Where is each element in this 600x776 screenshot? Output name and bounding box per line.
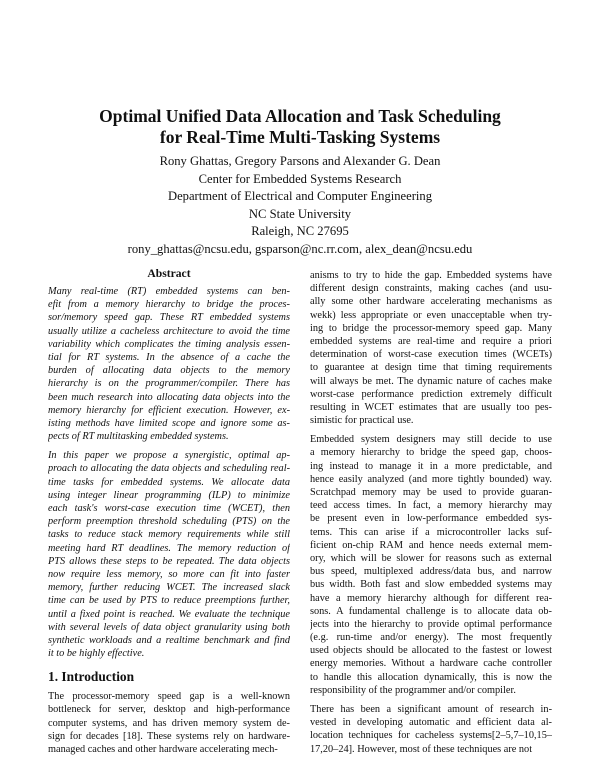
text-line: efit from a memory hierarchy to bridge the proces- bbox=[48, 299, 290, 311]
text-line: simistic for practical use. bbox=[310, 415, 414, 427]
abstract-paragraph-2 bbox=[48, 449, 290, 660]
text-line: time tasks for embedded systems. We allocate data bbox=[48, 476, 290, 488]
text-line: perform preemption threshold scheduling (PTS) on the bbox=[48, 516, 290, 528]
text-line: burden of allocating data objects to the memory bbox=[48, 365, 290, 377]
text-line: it to be highly effective. bbox=[48, 648, 145, 660]
author-location: Raleigh, NC 27695 bbox=[251, 224, 349, 239]
abstract-heading: Abstract bbox=[147, 267, 191, 280]
text-line: will always be met. The dynamic nature of caches make bbox=[310, 375, 552, 387]
author-block bbox=[40, 153, 560, 259]
text-line: been much research into allocating data objects into the bbox=[48, 391, 290, 403]
text-line: ing to bridge the processor-memory speed gap. Many bbox=[310, 322, 552, 334]
text-line: sons. A fundamental challenge is to allocate data ob- bbox=[310, 605, 552, 617]
text-line: ficient on-chip RAM and hence needs external mem- bbox=[310, 539, 552, 551]
text-line: (e.g. run-time and/or energy). The most frequently bbox=[310, 632, 552, 644]
text-line: memory hierarchy for efficient execution. However, ex- bbox=[48, 404, 290, 416]
text-line: sor/memory speed gap. These RT embedded systems bbox=[48, 312, 290, 324]
text-line: isting methods have limited scope and ignore some as- bbox=[48, 417, 290, 429]
text-line: each task's worst-case execution time (WCET), then bbox=[48, 503, 290, 514]
text-line: ing instead to manage it in a more predictable, and bbox=[310, 460, 552, 472]
text-line: different design constraints, making caches (and usu- bbox=[310, 283, 552, 295]
text-line: bus width. Both fast and slow embedded systems may bbox=[310, 579, 552, 591]
left-column bbox=[48, 267, 290, 756]
text-line: sign for decades [18]. These systems rely on hardware- bbox=[48, 730, 290, 742]
text-line: time can be used by PTS to reduce preemptions further, bbox=[48, 595, 290, 607]
text-line: with several levels of data object granularity using both bbox=[48, 621, 290, 633]
author-emails: rony_ghattas@ncsu.edu, gsparson@nc.rr.com, alex_dean@ncsu.edu bbox=[127, 241, 473, 256]
text-line: teed access times. In fact, a memory hierarchy may bbox=[310, 500, 552, 512]
text-line: be present even in low-performance embedded sys- bbox=[310, 513, 552, 525]
text-line: until a fixed point is reached. We evaluate the technique bbox=[48, 608, 290, 620]
text-line: variability which complicates the timing analysis essen- bbox=[48, 338, 290, 350]
body-paragraph-2 bbox=[310, 433, 552, 697]
author-department: Department of Electrical and Computer Engineering bbox=[167, 189, 433, 204]
title-line: Optimal Unified Data Allocation and Task Scheduling bbox=[99, 106, 501, 126]
introduction-paragraph-1 bbox=[48, 690, 290, 756]
body-paragraph-3 bbox=[310, 703, 552, 756]
text-line: bottleneck for server, desktop and high-performance bbox=[48, 704, 290, 716]
text-line: now require less memory, so more can fit into faster bbox=[48, 568, 290, 580]
text-line: Embedded system designers may still decide to use bbox=[310, 434, 552, 446]
text-line: resulting in WCET estimates that are usually too pes- bbox=[310, 401, 552, 413]
text-line: anisms to try to hide the gap. Embedded systems have bbox=[310, 270, 552, 281]
text-line: responsibility of the programmer and/or compiler. bbox=[310, 684, 516, 696]
text-line: There has been a significant amount of research in- bbox=[310, 704, 552, 715]
text-line: proach to allocating the data objects and scheduling real- bbox=[48, 463, 290, 475]
text-line: used objects should be allocated to the fastest or lowest bbox=[310, 645, 552, 657]
abstract-paragraph-1 bbox=[48, 285, 290, 443]
text-line: ally some other hardware accelerating mechanisms as bbox=[310, 296, 552, 308]
text-line: determination of worst-case execution times (WCETs) bbox=[310, 349, 552, 361]
text-line: have a memory hierarchy although for different rea- bbox=[310, 592, 552, 604]
text-line: bus speed, multiplexed address/data bus, and narrow bbox=[310, 566, 552, 578]
title-line: for Real-Time Multi-Tasking Systems bbox=[159, 127, 441, 147]
text-line: usually utilize a cacheless architecture to avoid the time bbox=[48, 325, 290, 337]
text-line: worst-case performance prediction extremely difficult bbox=[310, 388, 552, 400]
text-line: In this paper we propose a synergistic, optimal ap- bbox=[48, 450, 290, 462]
text-line: The processor-memory speed gap is a well-known bbox=[48, 691, 290, 703]
text-line: meeting hard RT deadlines. The memory reduction of bbox=[48, 542, 290, 554]
text-line: computer systems, and has driven memory system de- bbox=[48, 717, 290, 729]
text-line: tems. This can arise if a microcontroller lacks suf- bbox=[310, 526, 552, 538]
author-university: NC State University bbox=[248, 206, 352, 221]
text-line: embedded systems are real-time and require a priori bbox=[310, 335, 552, 347]
text-line: wekk) less appropriate or even unacceptable when try- bbox=[310, 309, 552, 321]
text-line: managed caches and other hardware accelerating mech- bbox=[48, 744, 278, 755]
text-line: PTS allows these steps to be repeated. The data objects bbox=[48, 555, 290, 567]
paper-title bbox=[40, 106, 560, 148]
text-line: hence easily analyzed (and more tightly bounded) way. bbox=[310, 473, 552, 485]
text-line: energy memories. Without a hardware cache controller bbox=[310, 658, 552, 670]
text-line: 17,20–24]. However, most of these techniques are not bbox=[310, 743, 533, 755]
text-line: using integer linear programming (ILP) to minimize bbox=[48, 489, 290, 501]
text-line: tial for RT systems. In the absence of a cache the bbox=[48, 351, 290, 363]
text-line: vested in developing automatic and efficient data al- bbox=[310, 717, 552, 729]
text-line: Many real-time (RT) embedded systems can ben- bbox=[48, 286, 290, 297]
text-line: memory, further reducing WCET. The increased slack bbox=[48, 582, 290, 594]
author-affiliation: Center for Embedded Systems Research bbox=[198, 171, 402, 186]
author-names: Rony Ghattas, Gregory Parsons and Alexander G. Dean bbox=[159, 154, 441, 168]
text-line: to handle this allocation dynamically, this is now the bbox=[310, 671, 552, 683]
text-line: tasks to reduce stack memory requirements while still bbox=[48, 529, 290, 541]
text-line: Scratchpad memory may be used to provide guaran- bbox=[310, 487, 552, 498]
text-line: pects of RT multitasking embedded systems. bbox=[48, 431, 229, 443]
text-line: location techniques for cacheless systems[2–5,7–10,15– bbox=[310, 730, 552, 742]
text-line: jects into the hierarchy to provide optimal performance bbox=[310, 618, 552, 630]
text-line: synthetic workloads and a realtime benchmark and find bbox=[48, 634, 290, 646]
text-line: hierarchy is on the programmer/compiler. There has bbox=[48, 378, 290, 390]
right-column bbox=[310, 269, 552, 756]
body-paragraph-1 bbox=[310, 269, 552, 427]
section-heading-introduction: 1. Introduction bbox=[48, 669, 135, 685]
text-line: to guarantee at design time that timing requirements bbox=[310, 362, 552, 374]
text-line: a memory hierarchy to bridge the speed gap, choos- bbox=[310, 447, 552, 459]
text-line: ory, which will be slower for reasons such as external bbox=[310, 552, 552, 564]
